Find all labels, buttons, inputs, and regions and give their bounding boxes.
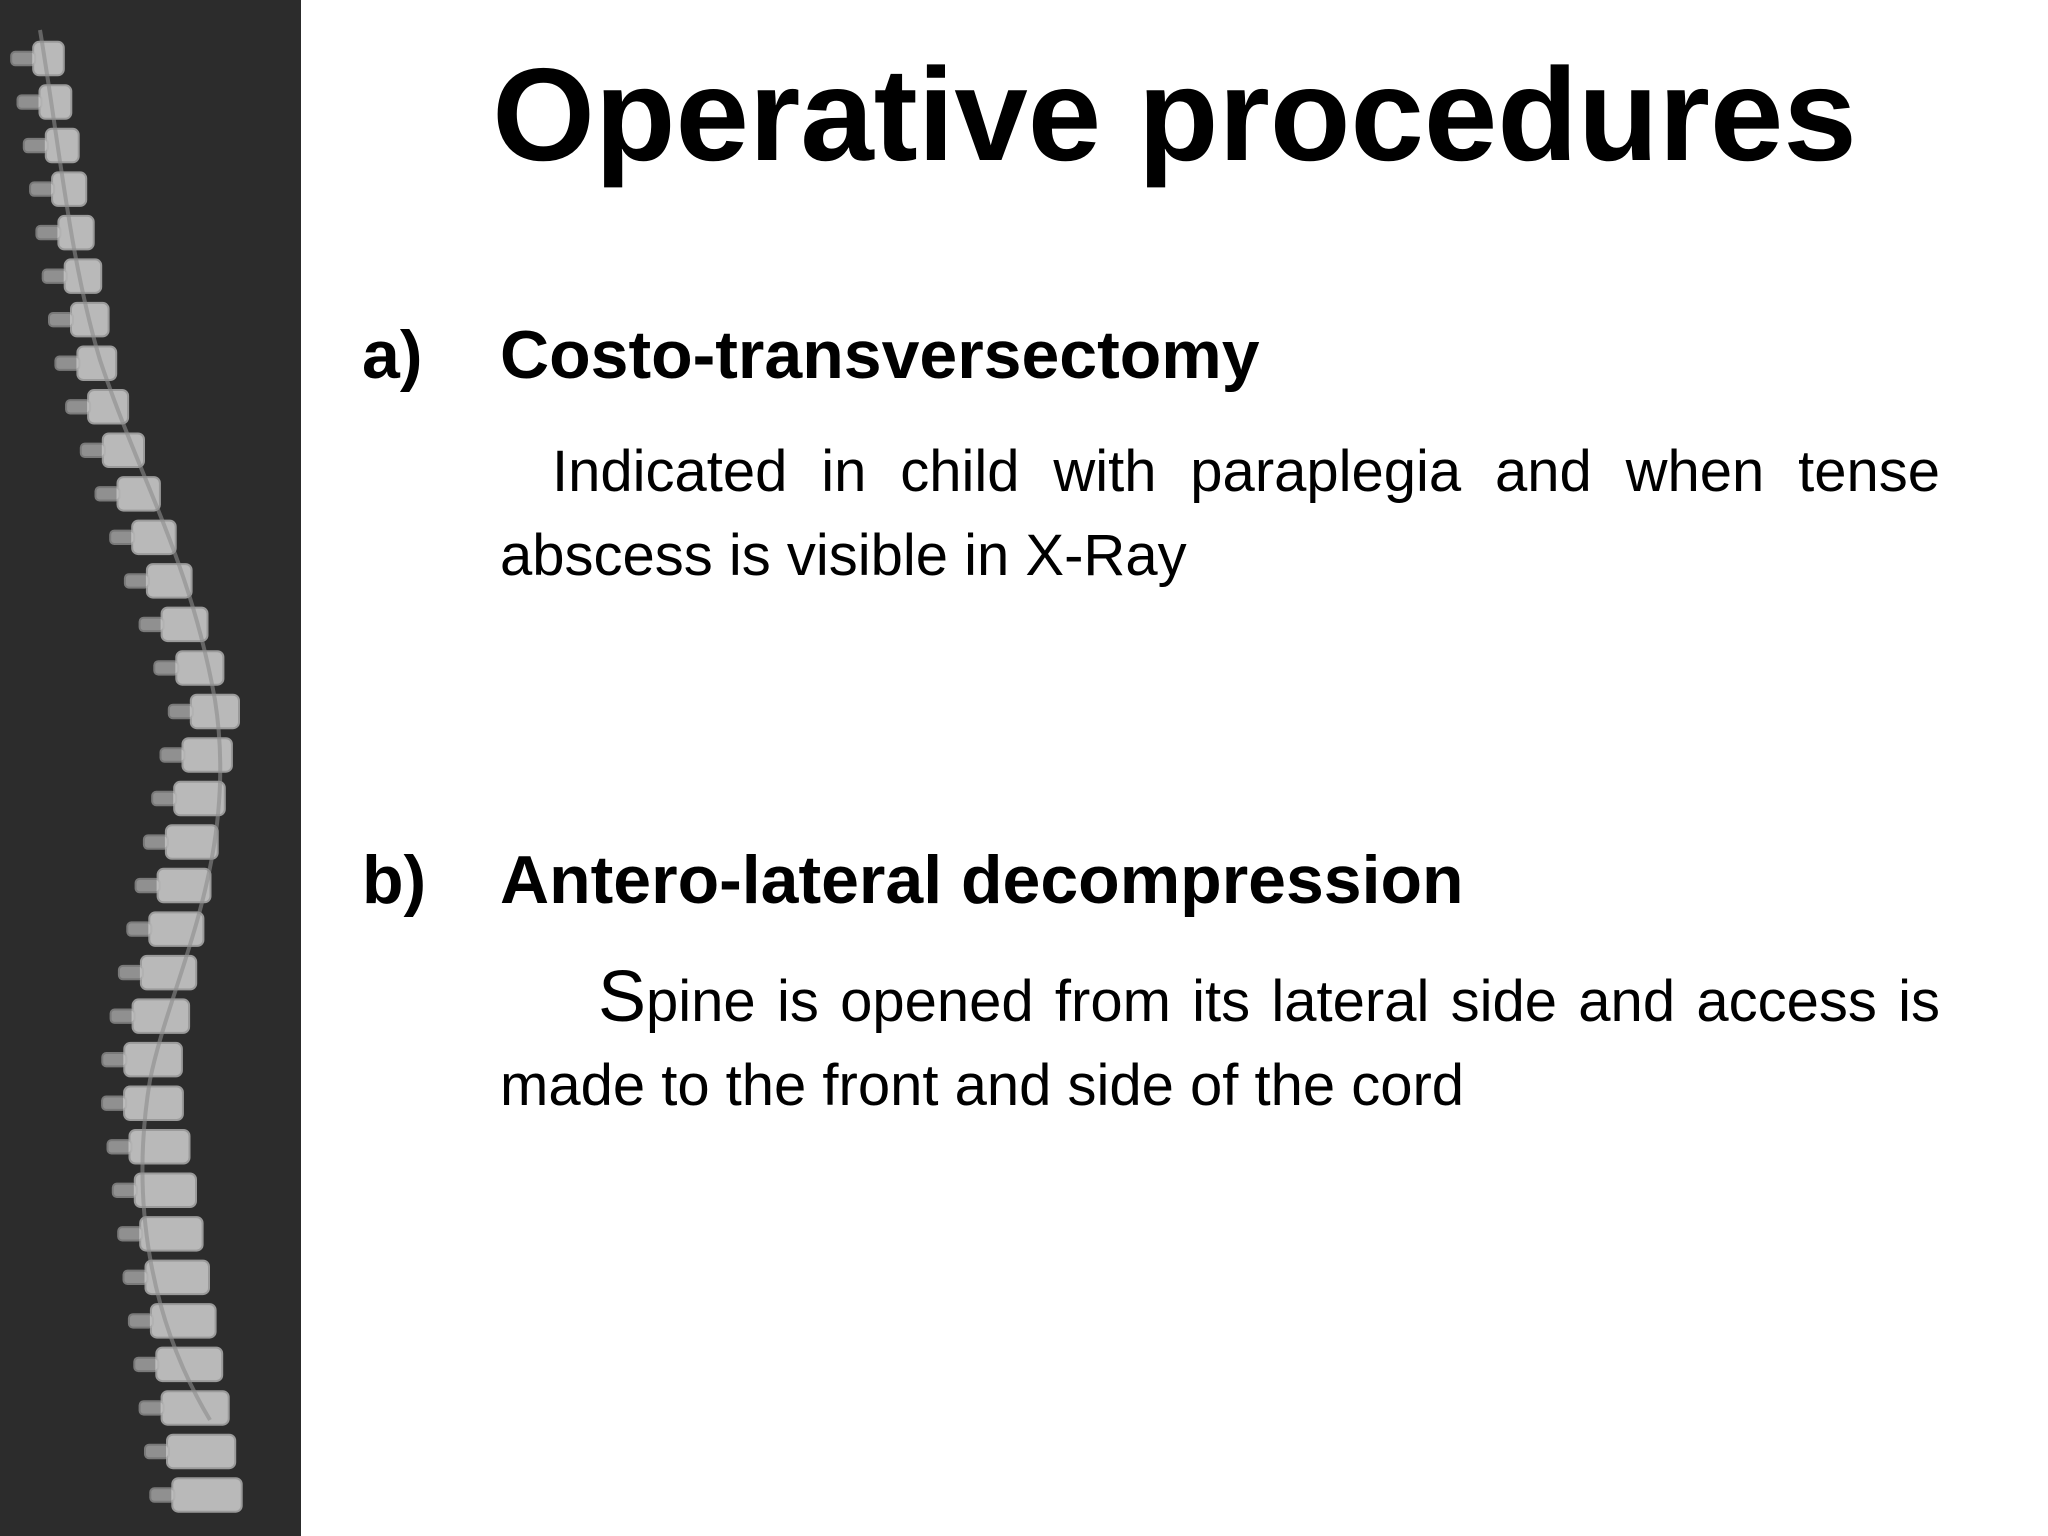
item-b-heading: Antero-lateral decompression [500, 842, 1464, 918]
item-a-body: Indicated in child with paraplegia and when tense abscess is visible in X-Ray [500, 439, 1940, 588]
item-b-body-initial: S [598, 957, 647, 1037]
item-b-marker: b) [362, 842, 427, 918]
item-a-marker: a) [362, 317, 423, 393]
item-b-body [500, 955, 1940, 1128]
item-b-body-text: pine is opened from its lateral side and access is made to the front and side of the cord [500, 969, 1940, 1118]
slide-title: Operative procedures [492, 41, 1857, 188]
spine-illustration [0, 0, 301, 1536]
spine-xray-image [0, 0, 301, 1536]
item-a-heading: Costo-transversectomy [500, 317, 1260, 393]
